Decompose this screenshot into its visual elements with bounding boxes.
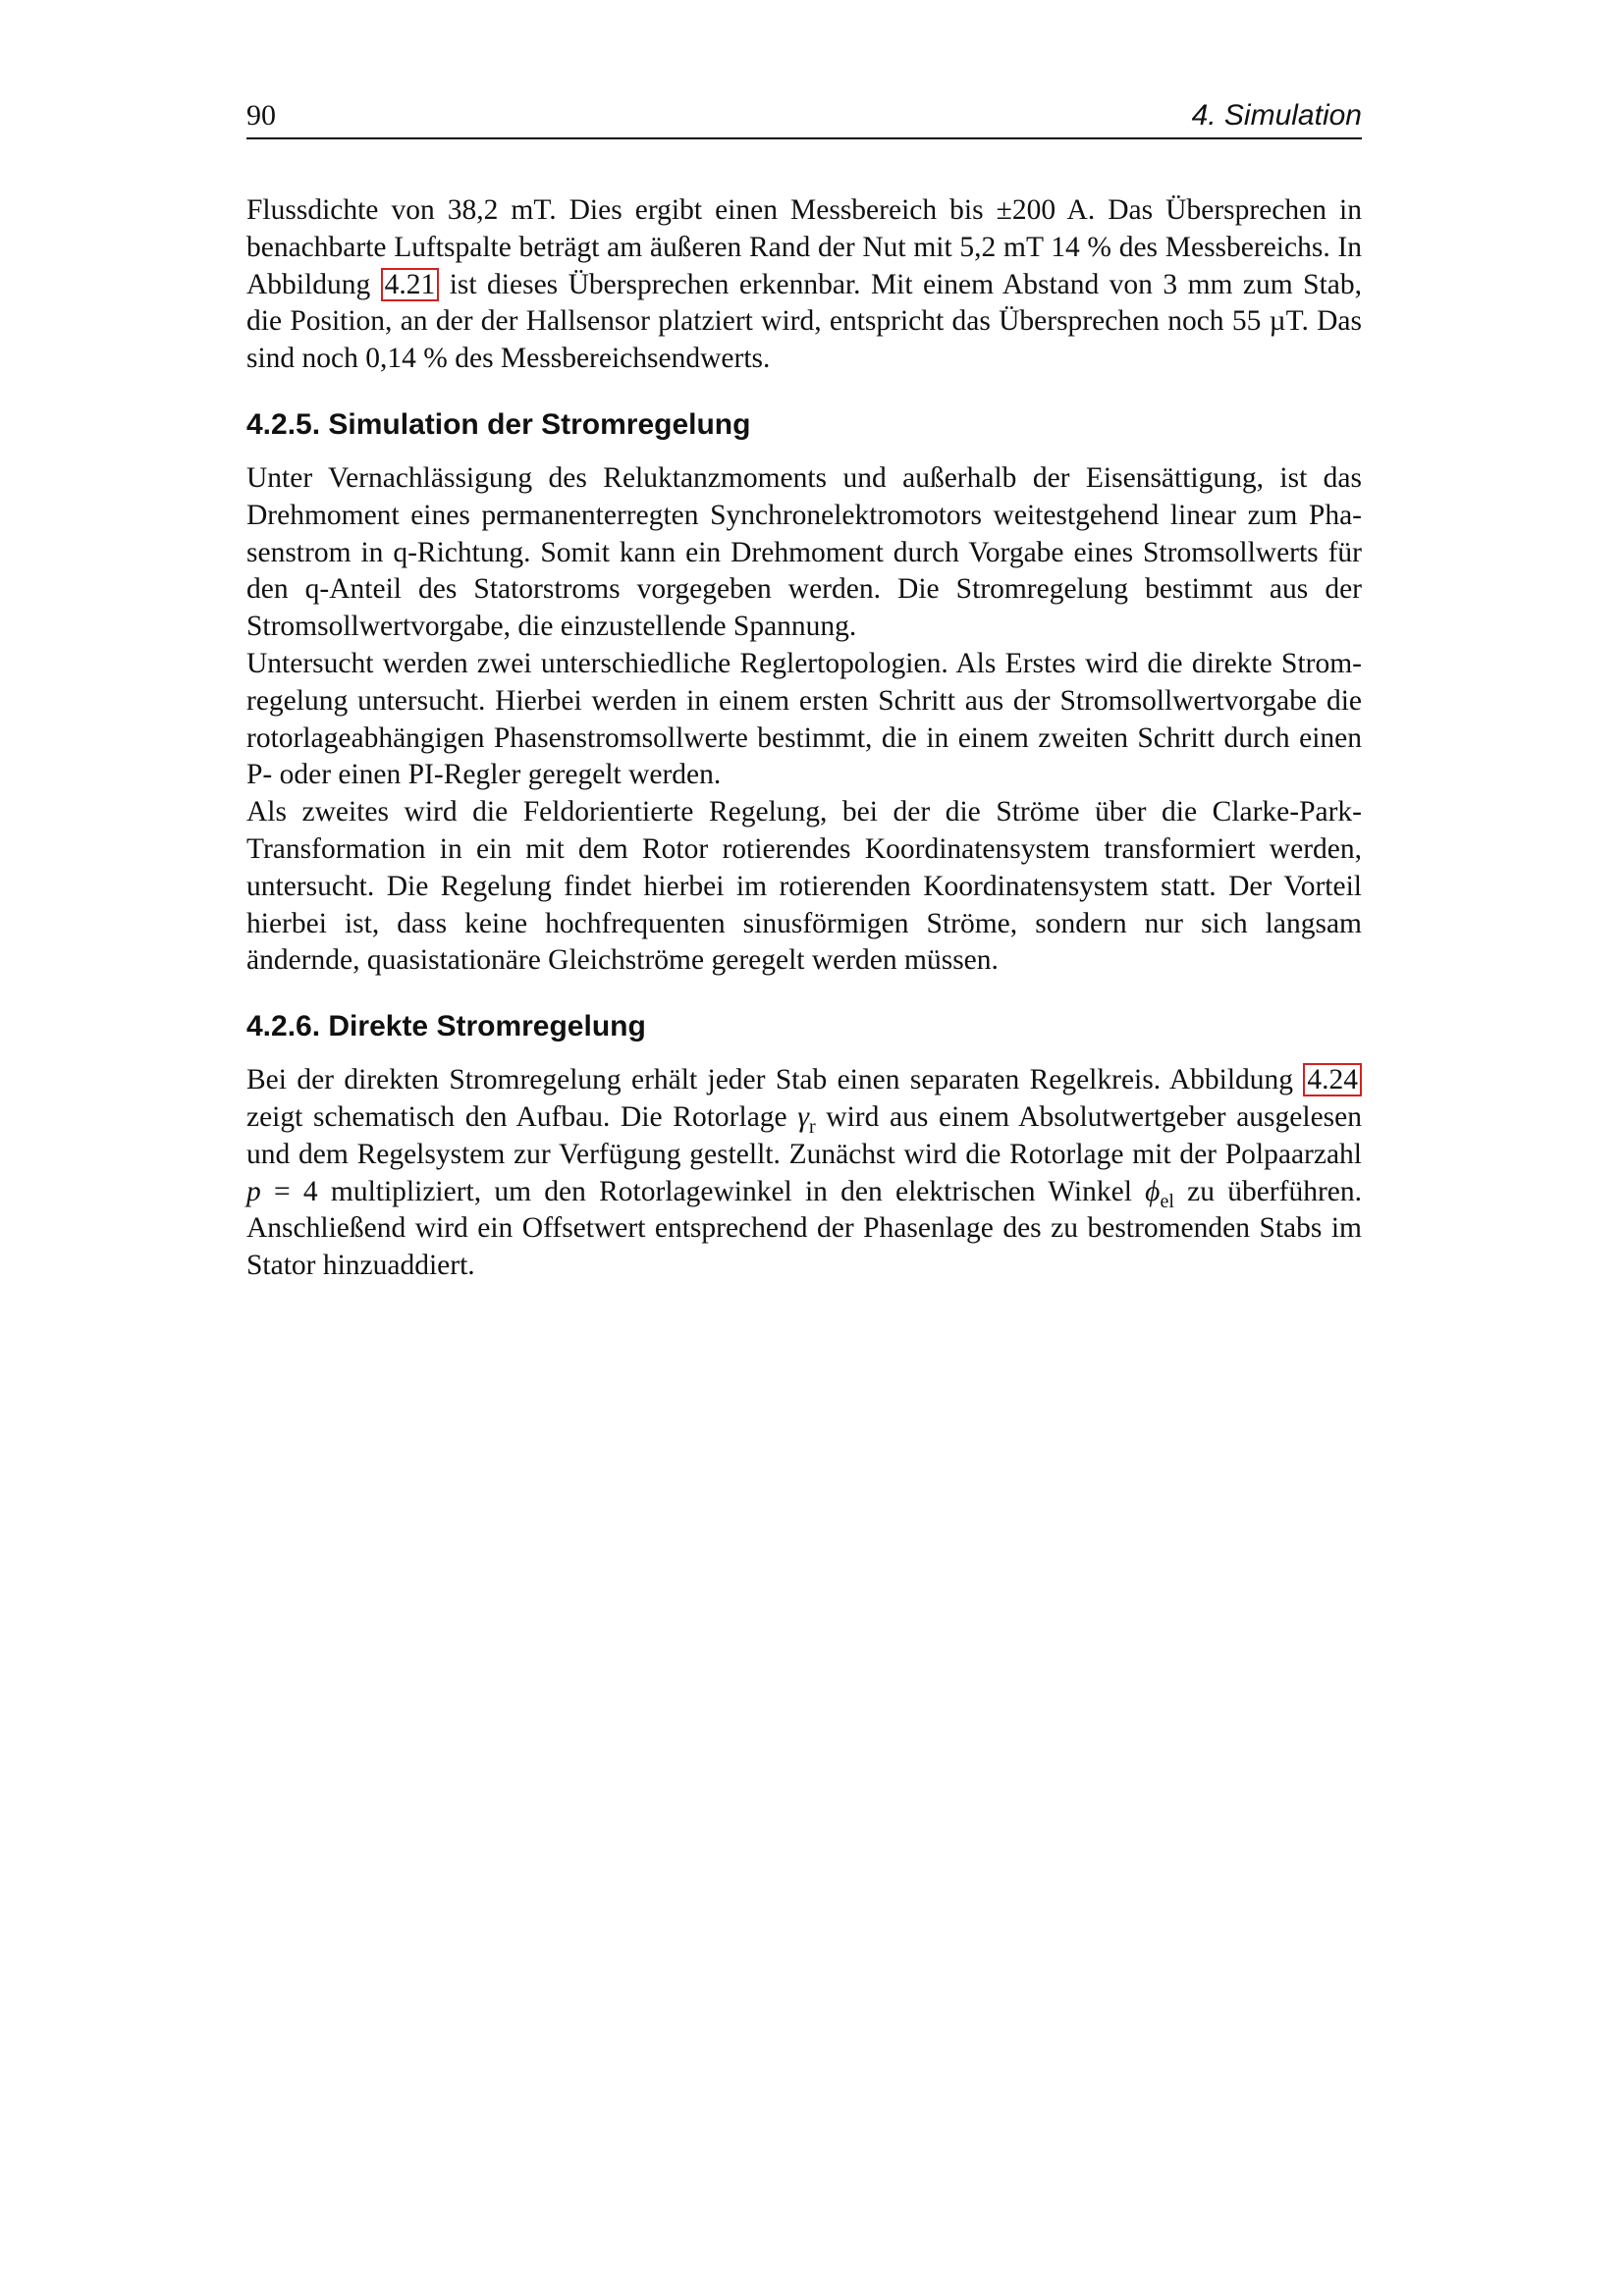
intro-paragraph: [246, 192, 1362, 378]
page-number: 90: [246, 99, 276, 132]
section-heading-4-2-5: 4.2.5. Simulation der Stromregelung: [246, 407, 751, 441]
text-run: . Das sind noch: [246, 305, 1363, 375]
text-run: zum Stab, die Position, an der der Hallsensor platziert wird, entspricht das Übersprechen noch: [246, 268, 1362, 338]
symbol-p: p: [246, 1175, 261, 1207]
text-run: des Messbereichs. In Abbildung: [246, 231, 1362, 300]
paragraph-direct-current-control: [246, 1062, 1362, 1285]
text-run: multipliziert, um den Rotorlagewinkel in den elektrischen Winkel: [317, 1175, 1146, 1207]
text-run: . Das Übersprechen in benachbarte Luftspalte beträgt am äußeren Rand der Nut mit: [246, 194, 1362, 263]
running-header: [246, 94, 1362, 139]
value-percent-endvalue: 0,14 %: [365, 343, 448, 375]
section-heading-4-2-6: 4.2.6. Direkte Stromregelung: [246, 1010, 646, 1043]
symbol-gamma: γ: [797, 1100, 809, 1133]
value-distance: 3 mm: [1163, 268, 1233, 300]
value-crosstalk: 5,2 mT: [959, 231, 1044, 263]
symbol-phi-subscript: el: [1160, 1190, 1174, 1212]
text-run: zu überführen. Anschließend wird ein Offsetwert entsprechend der Phasenlage des zu bestromenden Stabs im Stator hinzuaddiert.: [246, 1175, 1362, 1282]
paragraph-reluctance: Unter Vernachlässigung des Reluktanzmoments und außerhalb der Eisensättigung, ist das Drehmoment eines permanenterregten Synchronelektromotors weitestgehend linear zum Phasenstrom in q-Richtung. Somit kann ein Drehmoment durch Vorgabe eines Stromsollwerts für den q-Anteil des Statorstroms vorgegeben werden. Die Stromregelung bestimmt aus der Stromsollwertvorgabe, die einzustellende Spannung.: [246, 461, 1362, 643]
text-run: Flussdichte von: [246, 194, 448, 226]
text-run: zeigt schematisch den Aufbau. Die Rotorlage: [246, 1100, 798, 1133]
paragraph-field-oriented-control: Als zweites wird die Feldorientierte Regelung, bei der die Ströme über die Clarke-Park-Transformation in ein mit dem Rotor rotierendes Koordinatensystem transformiert werden, untersucht. Die Regelung findet hierbei im rotierenden Koordinatensystem statt. Der Vorteil hierbei ist, dass keine hochfrequenten sinusförmigen Ströme, sondern nur sich langsam ändernde, quasistationäre Gleichströme geregelt werden müssen.: [246, 796, 1362, 977]
symbol-gamma-subscript: r: [808, 1115, 816, 1138]
symbol-phi: ϕ: [1145, 1175, 1161, 1207]
figure-reference-4-21[interactable]: 4.21: [381, 268, 440, 301]
value-crosstalk-remaining: 55 µT: [1231, 305, 1302, 338]
text-run: . Dies ergibt einen Messbereich bis: [549, 194, 997, 226]
text-run: ist dieses Übersprechen erkennbar. Mit einem Abstand von: [439, 268, 1164, 300]
value-measuring-range: ±200 A: [996, 194, 1088, 226]
value-crosstalk-percent: 14 %: [1051, 231, 1111, 263]
main-text: [246, 192, 1362, 1285]
value-flux-density: 38,2 mT: [447, 194, 550, 226]
figure-reference-4-24[interactable]: 4.24: [1303, 1063, 1362, 1096]
symbol-p-value: = 4: [260, 1175, 318, 1207]
text-run: des Messbereichsendwerts.: [447, 343, 771, 375]
chapter-title: 4. Simulation: [1191, 99, 1362, 132]
text-run: wird aus einem Absolutwertgeber ausgelesen und dem Regelsystem zur Verfügung gestellt. Zunächst wird die Rotorlage mit der Polpaarzahl: [246, 1100, 1362, 1170]
paragraph-controller-topologies: Untersucht werden zwei unterschiedliche Reglertopologien. Als Erstes wird die direkte Stromregelung untersucht. Hierbei werden in einem ersten Schritt aus der Stromsollwertvorgabe die rotorlageabhängigen Phasenstromsollwerte bestimmt, die in einem zweiten Schritt durch einen P- oder einen PI-Regler geregelt werden.: [246, 647, 1362, 791]
text-run: Bei der direkten Stromregelung erhält jeder Stab einen separaten Regelkreis. Abbildung: [246, 1064, 1304, 1096]
